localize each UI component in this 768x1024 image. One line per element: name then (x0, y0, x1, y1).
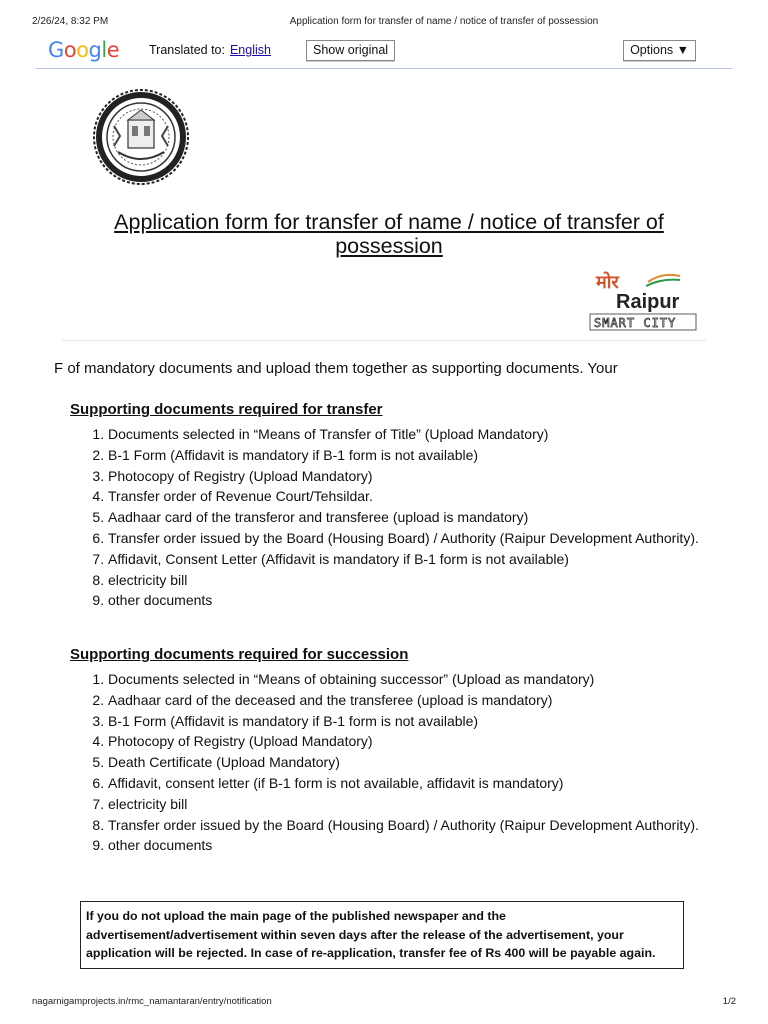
list-item: 3. Photocopy of Registry (Upload Mandatory) (108, 466, 710, 487)
list-item: 8. Transfer order issued by the Board (Housing Board) / Authority (Raipur Development Authority). (108, 815, 710, 836)
succession-documents-section (70, 646, 710, 856)
print-date: 2/26/24, 8:32 PM (32, 16, 109, 27)
google-logo-letter: g (88, 38, 102, 62)
google-logo[interactable] (48, 38, 119, 63)
page-number: 1/2 (722, 996, 736, 1007)
list-item: 8. electricity bill (108, 570, 710, 591)
list-item: 7. electricity bill (108, 794, 710, 815)
list-item: 3. B-1 Form (Affidavit is mandatory if B-1 form is not available) (108, 711, 710, 732)
language-link[interactable]: English (229, 43, 271, 57)
transfer-documents-section (70, 401, 710, 611)
options-button[interactable]: Options ▼ (623, 40, 696, 61)
google-logo-letter: o (76, 38, 89, 62)
show-original-button[interactable]: Show original (306, 40, 395, 61)
list-item: 9. other documents (108, 590, 710, 611)
translate-bar (36, 38, 732, 69)
list-item: 6. Transfer order issued by the Board (Housing Board) / Authority (Raipur Development Authority). (108, 528, 710, 549)
list-item: 7. Affidavit, Consent Letter (Affidavit is mandatory if B-1 form is not available) (108, 549, 710, 570)
translated-to (149, 43, 271, 57)
list-item: 5. Death Certificate (Upload Mandatory) (108, 752, 710, 773)
transfer-section-heading: Supporting documents required for transfer (70, 401, 383, 418)
list-item: 1. Documents selected in “Means of obtaining successor” (Upload as mandatory) (108, 669, 710, 690)
header-divider (62, 340, 706, 341)
municipal-emblem-logo (84, 86, 198, 188)
print-header (32, 16, 736, 30)
print-title: Application form for transfer of name / notice of transfer of possession (289, 16, 599, 27)
list-item: 4. Transfer order of Revenue Court/Tehsildar. (108, 486, 710, 507)
succession-documents-list (70, 669, 710, 856)
google-logo-letter: o (63, 38, 77, 62)
list-item: 1. Documents selected in “Means of Transfer of Title” (Upload Mandatory) (108, 424, 710, 445)
print-url: nagarnigamprojects.in/rmc_namantaran/entry/notification (32, 996, 272, 1007)
google-logo-letter: e (106, 38, 120, 62)
list-item: 2. B-1 Form (Affidavit is mandatory if B-1 form is not available) (108, 445, 710, 466)
google-logo-letter: l (101, 38, 107, 62)
raipur-smart-city-logo (588, 268, 700, 334)
logo-smart-city-text: SMART CITY (594, 316, 677, 330)
document-title: Application form for transfer of name / notice of transfer of possession (114, 210, 664, 258)
list-item: 2. Aadhaar card of the deceased and the transferee (upload is mandatory) (108, 690, 710, 711)
google-logo-letter: G (48, 38, 64, 62)
list-item: 9. other documents (108, 835, 710, 856)
transfer-documents-list (70, 424, 710, 611)
list-item: 5. Aadhaar card of the transferor and transferee (upload is mandatory) (108, 507, 710, 528)
intro-text: F of mandatory documents and upload them together as supporting documents. Your (54, 360, 618, 377)
rejection-notice: If you do not upload the main page of the published newspaper and the advertisement/advertisement within seven days after the release of the advertisement, your application will be rejected. In case of re-application, transfer fee of Rs 400 will be payable again. (80, 901, 684, 969)
translated-to-label: Translated to: (149, 43, 225, 57)
list-item: 6. Affidavit, consent letter (if B-1 form is not available, affidavit is mandatory) (108, 773, 710, 794)
succession-section-heading: Supporting documents required for succession (70, 646, 409, 663)
logo-hindi-text: मोर (596, 272, 619, 293)
list-item: 4. Photocopy of Registry (Upload Mandatory) (108, 731, 710, 752)
logo-raipur-text: Raipur (616, 291, 680, 313)
